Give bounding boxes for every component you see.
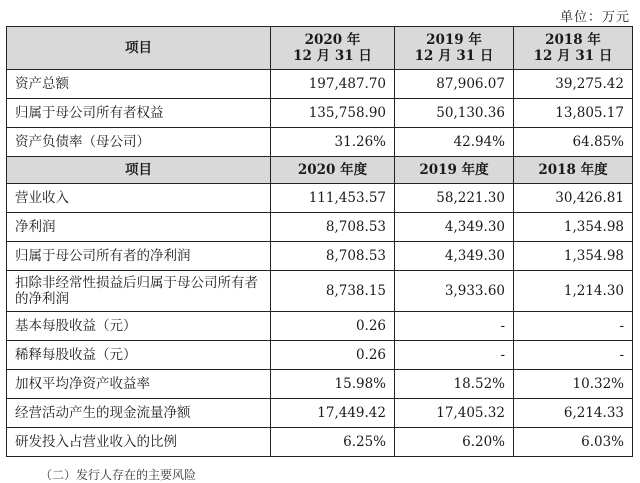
table-row (7, 341, 633, 370)
row-label: 加权平均净资产收益率 (7, 370, 271, 399)
cell-2020: 135,758.90 (271, 99, 395, 128)
cell-2020: 197,487.70 (271, 70, 395, 99)
cell-2018: 64.85% (514, 128, 633, 157)
header-2018-date: 2018 年 12 月 31 日 (514, 27, 633, 70)
table-row (7, 70, 633, 99)
table-row (7, 242, 633, 271)
row-label: 净利润 (7, 213, 271, 242)
cell-2018: 6.03% (514, 428, 633, 457)
header-2019-date: 2019 年 12 月 31 日 (395, 27, 514, 70)
unit-label: 单位：万元 (559, 10, 630, 25)
table-row (7, 128, 633, 157)
row-label: 归属于母公司所有者权益 (7, 99, 271, 128)
cell-2019: 18.52% (395, 370, 514, 399)
cell-2019: 58,221.30 (395, 184, 514, 213)
table-row (7, 213, 633, 242)
cell-2018: 30,426.81 (514, 184, 633, 213)
table-row (7, 399, 633, 428)
cell-2019: 50,130.36 (395, 99, 514, 128)
cell-2020: 8,708.53 (271, 213, 395, 242)
cell-2018: - (514, 312, 633, 341)
row-label: 稀释每股收益（元） (7, 341, 271, 370)
cell-2020: 6.25% (271, 428, 395, 457)
header-item: 项目 (7, 27, 271, 70)
cell-2018: 1,354.98 (514, 213, 633, 242)
row-label: 资产负债率（母公司） (7, 128, 271, 157)
cell-2018: 1,214.30 (514, 271, 633, 312)
cell-2018: 10.32% (514, 370, 633, 399)
table-row (7, 184, 633, 213)
cell-2018: 6,214.33 (514, 399, 633, 428)
cell-2020: 0.26 (271, 341, 395, 370)
cell-2019: 4,349.30 (395, 213, 514, 242)
footer-partial-text: （二）发行人存在的主要风险 (40, 468, 197, 482)
table-row (7, 370, 633, 399)
cell-2019: 6.20% (395, 428, 514, 457)
table-row (7, 428, 633, 457)
cell-2020: 0.26 (271, 312, 395, 341)
row-label: 研发投入占营业收入的比例 (7, 428, 271, 457)
cell-2019: 42.94% (395, 128, 514, 157)
row-label: 营业收入 (7, 184, 271, 213)
header-2019-year: 2019 年度 (395, 157, 514, 184)
row-label: 资产总额 (7, 70, 271, 99)
table-header-income (7, 157, 633, 184)
table-header-balance (7, 27, 633, 70)
row-label: 基本每股收益（元） (7, 312, 271, 341)
cell-2020: 17,449.42 (271, 399, 395, 428)
cell-2019: 17,405.32 (395, 399, 514, 428)
cell-2020: 111,453.57 (271, 184, 395, 213)
header-2020-date: 2020 年 12 月 31 日 (271, 27, 395, 70)
cell-2020: 8,738.15 (271, 271, 395, 312)
cell-2018: 13,805.17 (514, 99, 633, 128)
row-label: 经营活动产生的现金流量净额 (7, 399, 271, 428)
cell-2019: - (395, 341, 514, 370)
table-row (7, 312, 633, 341)
cell-2019: 4,349.30 (395, 242, 514, 271)
row-label: 归属于母公司所有者的净利润 (7, 242, 271, 271)
cell-2020: 15.98% (271, 370, 395, 399)
cell-2020: 31.26% (271, 128, 395, 157)
cell-2018: - (514, 341, 633, 370)
table-row (7, 99, 633, 128)
cell-2019: - (395, 312, 514, 341)
row-label: 扣除非经常性损益后归属于母公司所有者的净利润 (7, 271, 271, 312)
table-row (7, 271, 633, 312)
header-2020-year: 2020 年度 (271, 157, 395, 184)
cell-2019: 3,933.60 (395, 271, 514, 312)
header-2018-year: 2018 年度 (514, 157, 633, 184)
financial-summary-table (6, 26, 633, 457)
cell-2018: 1,354.98 (514, 242, 633, 271)
header-item: 项目 (7, 157, 271, 184)
cell-2019: 87,906.07 (395, 70, 514, 99)
cell-2020: 8,708.53 (271, 242, 395, 271)
cell-2018: 39,275.42 (514, 70, 633, 99)
